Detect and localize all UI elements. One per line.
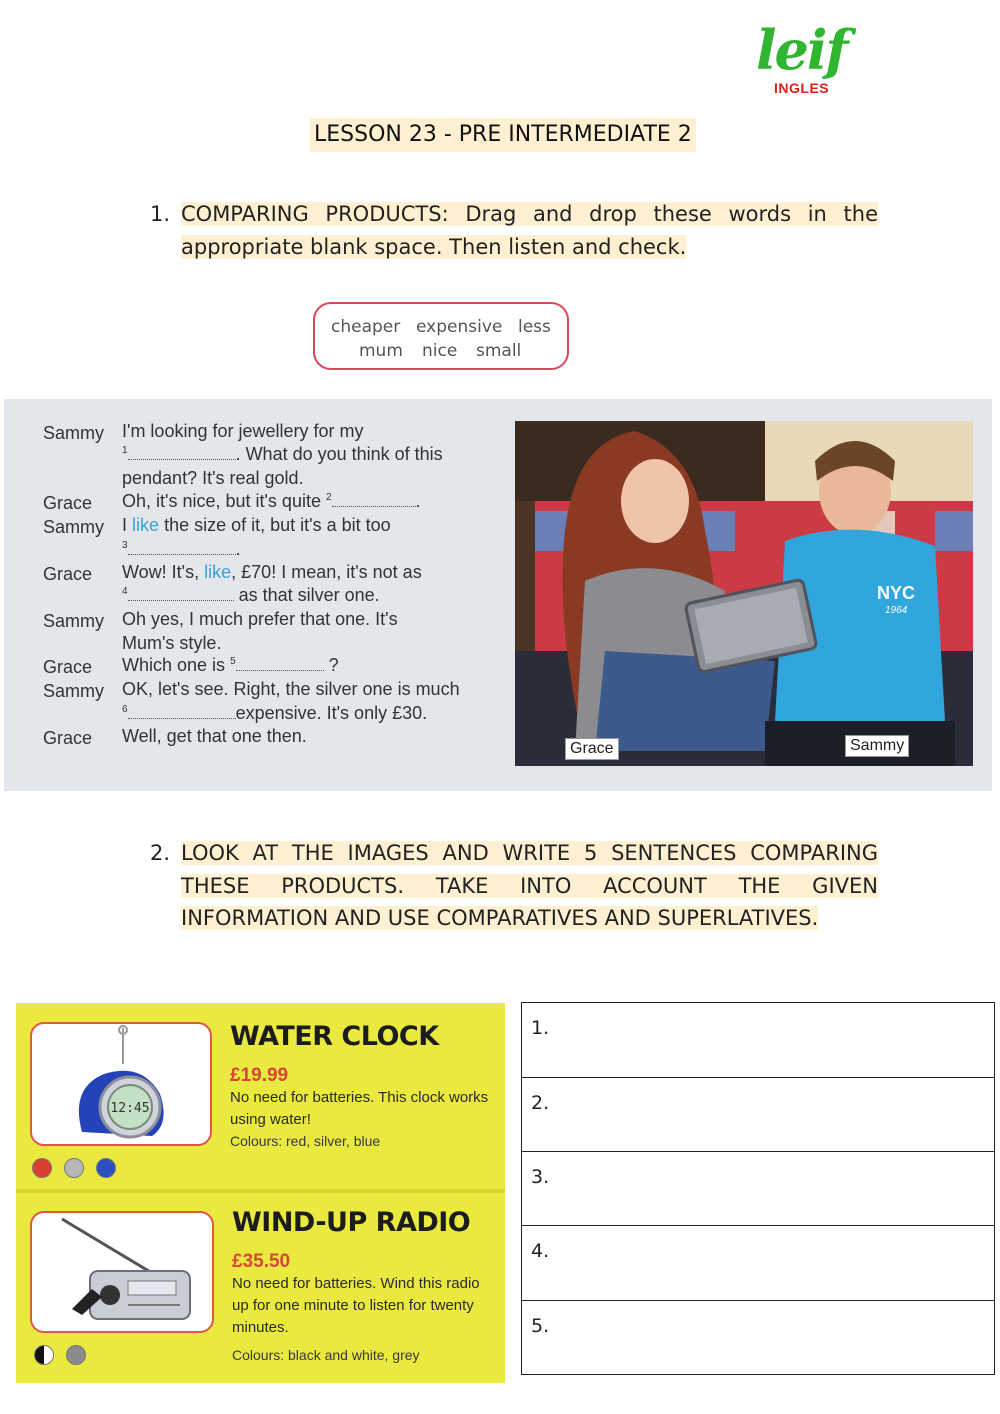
word-chip-small[interactable]: small bbox=[476, 341, 522, 361]
swatch-silver bbox=[64, 1158, 84, 1178]
speaker-label: Sammy bbox=[43, 681, 105, 701]
task1-number: 1. bbox=[150, 202, 171, 226]
swatch-black-white bbox=[34, 1345, 54, 1365]
blank-2[interactable] bbox=[332, 493, 416, 507]
task1-text: COMPARING PRODUCTS: Drag and drop these words in the appropriate blank space. Then listen and check. bbox=[181, 202, 878, 259]
answer-table bbox=[521, 1002, 995, 1375]
blank-number: 3 bbox=[122, 540, 128, 551]
wind-up-radio-image bbox=[30, 1211, 214, 1333]
answer-input-4[interactable] bbox=[562, 1234, 982, 1290]
task2-number: 2. bbox=[150, 841, 171, 865]
answer-input-2[interactable] bbox=[562, 1086, 982, 1142]
task2-instructions bbox=[150, 837, 880, 969]
word-bank bbox=[313, 302, 569, 370]
dialog-line: Well, get that one then. bbox=[122, 726, 307, 746]
blank-number: 1 bbox=[122, 445, 128, 456]
word-chip-mum[interactable]: mum bbox=[359, 341, 403, 361]
dialog-line: $^6$ expensive. It's only £30. bbox=[122, 703, 428, 723]
water-clock-image bbox=[30, 1022, 212, 1146]
answer-input-1[interactable] bbox=[562, 1011, 982, 1067]
word-chip-nice[interactable]: nice bbox=[422, 341, 458, 361]
product-colours: Colours: red, silver, blue bbox=[230, 1133, 381, 1149]
speaker-label: Grace bbox=[43, 493, 93, 513]
wind-up-radio-icon bbox=[32, 1213, 214, 1333]
word-chip-less[interactable]: less bbox=[518, 317, 551, 337]
dialog-line: Oh yes, I much prefer that one. It's bbox=[122, 609, 398, 629]
speaker-label: Sammy bbox=[43, 517, 105, 537]
swatch-red bbox=[32, 1158, 52, 1178]
product-title: WIND-UP RADIO bbox=[232, 1207, 471, 1238]
dialog-line: $^1$ . What do you think of this bbox=[122, 444, 443, 464]
blank-4[interactable] bbox=[128, 587, 234, 601]
caption-sammy: Sammy bbox=[845, 735, 909, 757]
speaker-label: Grace bbox=[43, 564, 93, 584]
word-chip-cheaper[interactable]: cheaper bbox=[331, 317, 401, 337]
photo-illustration bbox=[515, 421, 973, 766]
photo-grace-sammy bbox=[515, 421, 973, 766]
answer-number: 2. bbox=[531, 1092, 550, 1114]
blank-5[interactable] bbox=[236, 657, 324, 671]
dialog-line: Mum's style. bbox=[122, 633, 222, 653]
product-title: WATER CLOCK bbox=[230, 1021, 439, 1052]
lesson-title: LESSON 23 - PRE INTERMEDIATE 2 bbox=[310, 118, 696, 152]
shirt-subtext: 1964 bbox=[885, 605, 908, 616]
clock-display: 12:45 bbox=[110, 1101, 150, 1116]
speaker-label: Grace bbox=[43, 657, 93, 677]
product-description: No need for batteries. Wind this radio up for one minute to listen for twenty minutes. bbox=[232, 1275, 480, 1336]
dialog-line: Wow! It's, like, £70! I mean, it's not as bbox=[122, 562, 422, 582]
blank-1[interactable] bbox=[128, 446, 236, 460]
dialog-line: OK, let's see. Right, the silver one is much bbox=[122, 679, 460, 699]
task1-instructions bbox=[150, 198, 880, 264]
swatch-grey bbox=[66, 1345, 86, 1365]
blank-number: 5 bbox=[230, 656, 236, 667]
dialog-line: $^3$ . bbox=[122, 539, 241, 559]
product-colours: Colours: black and white, grey bbox=[232, 1347, 420, 1363]
answer-number: 3. bbox=[531, 1166, 550, 1188]
dialog-line: I'm looking for jewellery for my bbox=[122, 421, 364, 441]
speaker-label: Grace bbox=[43, 728, 93, 748]
answer-row bbox=[522, 1078, 994, 1152]
answer-number: 1. bbox=[531, 1017, 550, 1039]
swatch-blue bbox=[96, 1158, 116, 1178]
answer-row bbox=[522, 1226, 994, 1301]
logo-brand: leif bbox=[756, 18, 847, 82]
answer-row bbox=[522, 1003, 994, 1078]
shirt-text: NYC bbox=[877, 583, 916, 603]
answer-row bbox=[522, 1301, 994, 1374]
answer-number: 4. bbox=[531, 1240, 550, 1262]
caption-grace: Grace bbox=[565, 738, 619, 760]
answer-row bbox=[522, 1152, 994, 1226]
logo-sub: INGLES bbox=[774, 80, 830, 96]
blank-number: 2 bbox=[325, 492, 332, 503]
blank-6[interactable] bbox=[128, 705, 236, 719]
blank-number: 6 bbox=[122, 704, 128, 715]
answer-input-5[interactable] bbox=[562, 1309, 982, 1365]
blank-3[interactable] bbox=[128, 541, 236, 555]
dialog-line: Oh, it's nice, but it's quite $^2$ . bbox=[122, 491, 421, 511]
blank-number: 4 bbox=[122, 586, 128, 597]
dialog-line: Which one is $^5$ ? bbox=[122, 655, 339, 675]
leif-logo bbox=[752, 18, 872, 110]
answer-input-3[interactable] bbox=[562, 1160, 982, 1216]
word-chip-expensive[interactable]: expensive bbox=[416, 317, 503, 337]
dialog-line: $^4$ as that silver one. bbox=[122, 585, 380, 605]
dialog-line: I like the size of it, but it's a bit too bbox=[122, 515, 391, 535]
water-clock-icon bbox=[32, 1024, 212, 1146]
product-ad-panel bbox=[16, 1003, 505, 1383]
dialog-line: pendant? It's real gold. bbox=[122, 468, 304, 488]
panel-divider bbox=[16, 1189, 505, 1193]
product-price: £35.50 bbox=[232, 1251, 291, 1272]
product-price: £19.99 bbox=[230, 1065, 289, 1086]
answer-number: 5. bbox=[531, 1315, 550, 1337]
task2-text: LOOK AT THE IMAGES AND WRITE 5 SENTENCES COMPARING THESE PRODUCTS. TAKE INTO ACCOUNT THE GIVEN INFORMATION AND USE COMPARATIVES AND SUPERLATIVES. bbox=[181, 841, 878, 930]
speaker-label: Sammy bbox=[43, 423, 105, 443]
product-description: No need for batteries. This clock works using water! bbox=[230, 1089, 489, 1128]
speaker-label: Sammy bbox=[43, 611, 105, 631]
